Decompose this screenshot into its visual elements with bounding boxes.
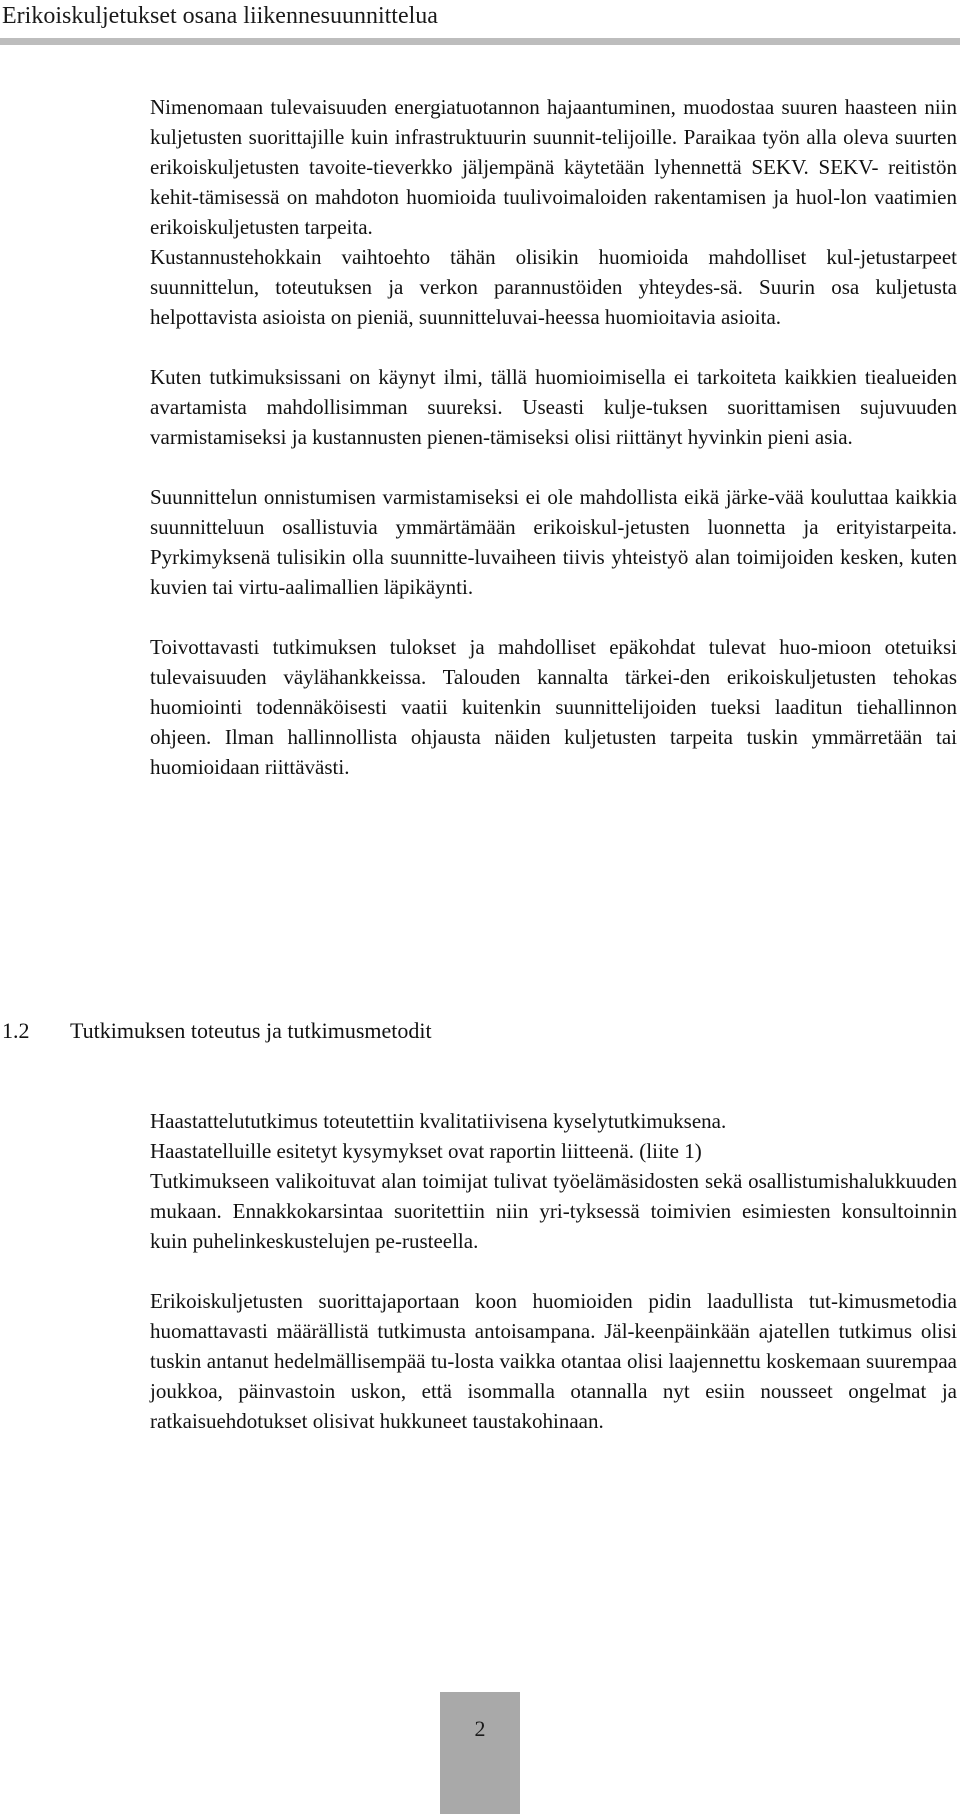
running-header-title: Erikoiskuljetukset osana liikennesuunnittelua: [2, 3, 438, 29]
paragraph-block: [150, 1286, 957, 1436]
paragraph-block: [150, 632, 957, 782]
section-title: Tutkimuksen toteutus ja tutkimusmetodit: [70, 1018, 432, 1043]
paragraph: Erikoiskuljetusten suorittajaportaan koon huomioiden pidin laadullista tut-kimusmetodia huomattavasti määrällistä tutkimusta antoisampana. Jäl-keenpäinkään ajatellen tutkimus olisi tuskin antanut hedelmällisempää tu-losta vaikka otantaa olisi laajennettu koskemaan suurempaa joukkoa, päinvastoin uskon, että isommalla otannalla nyt esiin nousseet ongelmat ja ratkaisuehdotukset olisivat hukkuneet taustakohinaan.: [150, 1289, 957, 1433]
paragraph-block: [150, 92, 957, 332]
paragraph: Suunnittelun onnistumisen varmistamiseksi ei ole mahdollista eikä järke-vää kouluttaa kaikkia suunnitteluun osallistuvia ymmärtämään erikoiskul-jetusten luonnetta ja erityistarpeita. Pyrkimyksenä tulisikin olla suunnitte-luvaiheen tiivis yhteistyö alan toimijoiden kesken, kuten kuvien tai virtu-aalimallien läpikäynti.: [150, 485, 957, 599]
paragraph-block: [150, 362, 957, 452]
section-number: 1.2: [2, 1018, 30, 1043]
paragraph: Toivottavasti tutkimuksen tulokset ja mahdolliset epäkohdat tulevat huo-mioon otetuiksi tulevaisuuden väylähankkeissa. Talouden kannalta tärkei-den erikoiskuljetusten tehokas huomiointi todennäköisesti vaatii kuitenkin suunnittelijoiden tueksi laaditun tiehallinnon ohjeen. Ilman hallinnollista ohjausta näiden kuljetusten tarpeita tuskin ymmärretään tai huomioidaan riittävästi.: [150, 635, 957, 779]
paragraph-line: Haastattelututkimus toteutettiin kvalitatiivisena kyselytutkimuksena.: [150, 1109, 727, 1133]
running-header: [0, 0, 960, 45]
paragraph: Nimenomaan tulevaisuuden energiatuotannon hajaantuminen, muodostaa suuren haasteen niin kuljetusten suorittajille kuin infrastruktuurin suunnit-telijoille. Paraikaa työn alla oleva suurten erikoiskuljetusten tavoite-tieverkko jäljempänä käytetään lyhennettä SEKV. SEKV- reitistön kehit-tämisessä on mahdoton huomioida tuulivoimaloiden rakentamisen ja huol-lon vaatimien erikoiskuljetusten tarpeita.: [150, 95, 957, 239]
paragraph: Kustannustehokkain vaihtoehto tähän olisikin huomioida mahdolliset kul-jetustarpeet suunnittelun, toteutuksen ja verkon parannustöiden yhteydes-sä. Suurin osa kuljetusta helpottavista asioista on pieniä, suunnitteluvai-heessa huomioitavia asioita.: [150, 245, 957, 329]
paragraph-line: Haastatelluille esitetyt kysymykset ovat raportin liitteenä. (liite 1): [150, 1139, 702, 1163]
header-rule: [0, 38, 960, 45]
body-text-top: [150, 92, 957, 812]
paragraph-block: [150, 482, 957, 602]
page-number: 2: [474, 1716, 486, 1741]
body-text-bottom: [150, 1106, 957, 1466]
paragraph: Tutkimukseen valikoituvat alan toimijat tulivat työelämäsidosten sekä osallistumishalukkuuden mukaan. Ennakkokarsintaa suoritettiin niin yri-tyksessä toimivien esimiesten konsultoinnin kuin puhelinkeskustelujen pe-rusteella.: [150, 1169, 957, 1253]
paragraph-block: [150, 1106, 957, 1256]
paragraph: Kuten tutkimuksissani on käynyt ilmi, tällä huomioimisella ei tarkoiteta kaikkien tiealueiden avartamista mahdollisimman suureksi. Useasti kulje-tuksen suorittamisen sujuvuuden varmistamiseksi ja kustannusten pienen-tämiseksi olisi riittänyt hyvinkin pieni asia.: [150, 365, 957, 449]
page-number-box: [440, 1692, 520, 1814]
